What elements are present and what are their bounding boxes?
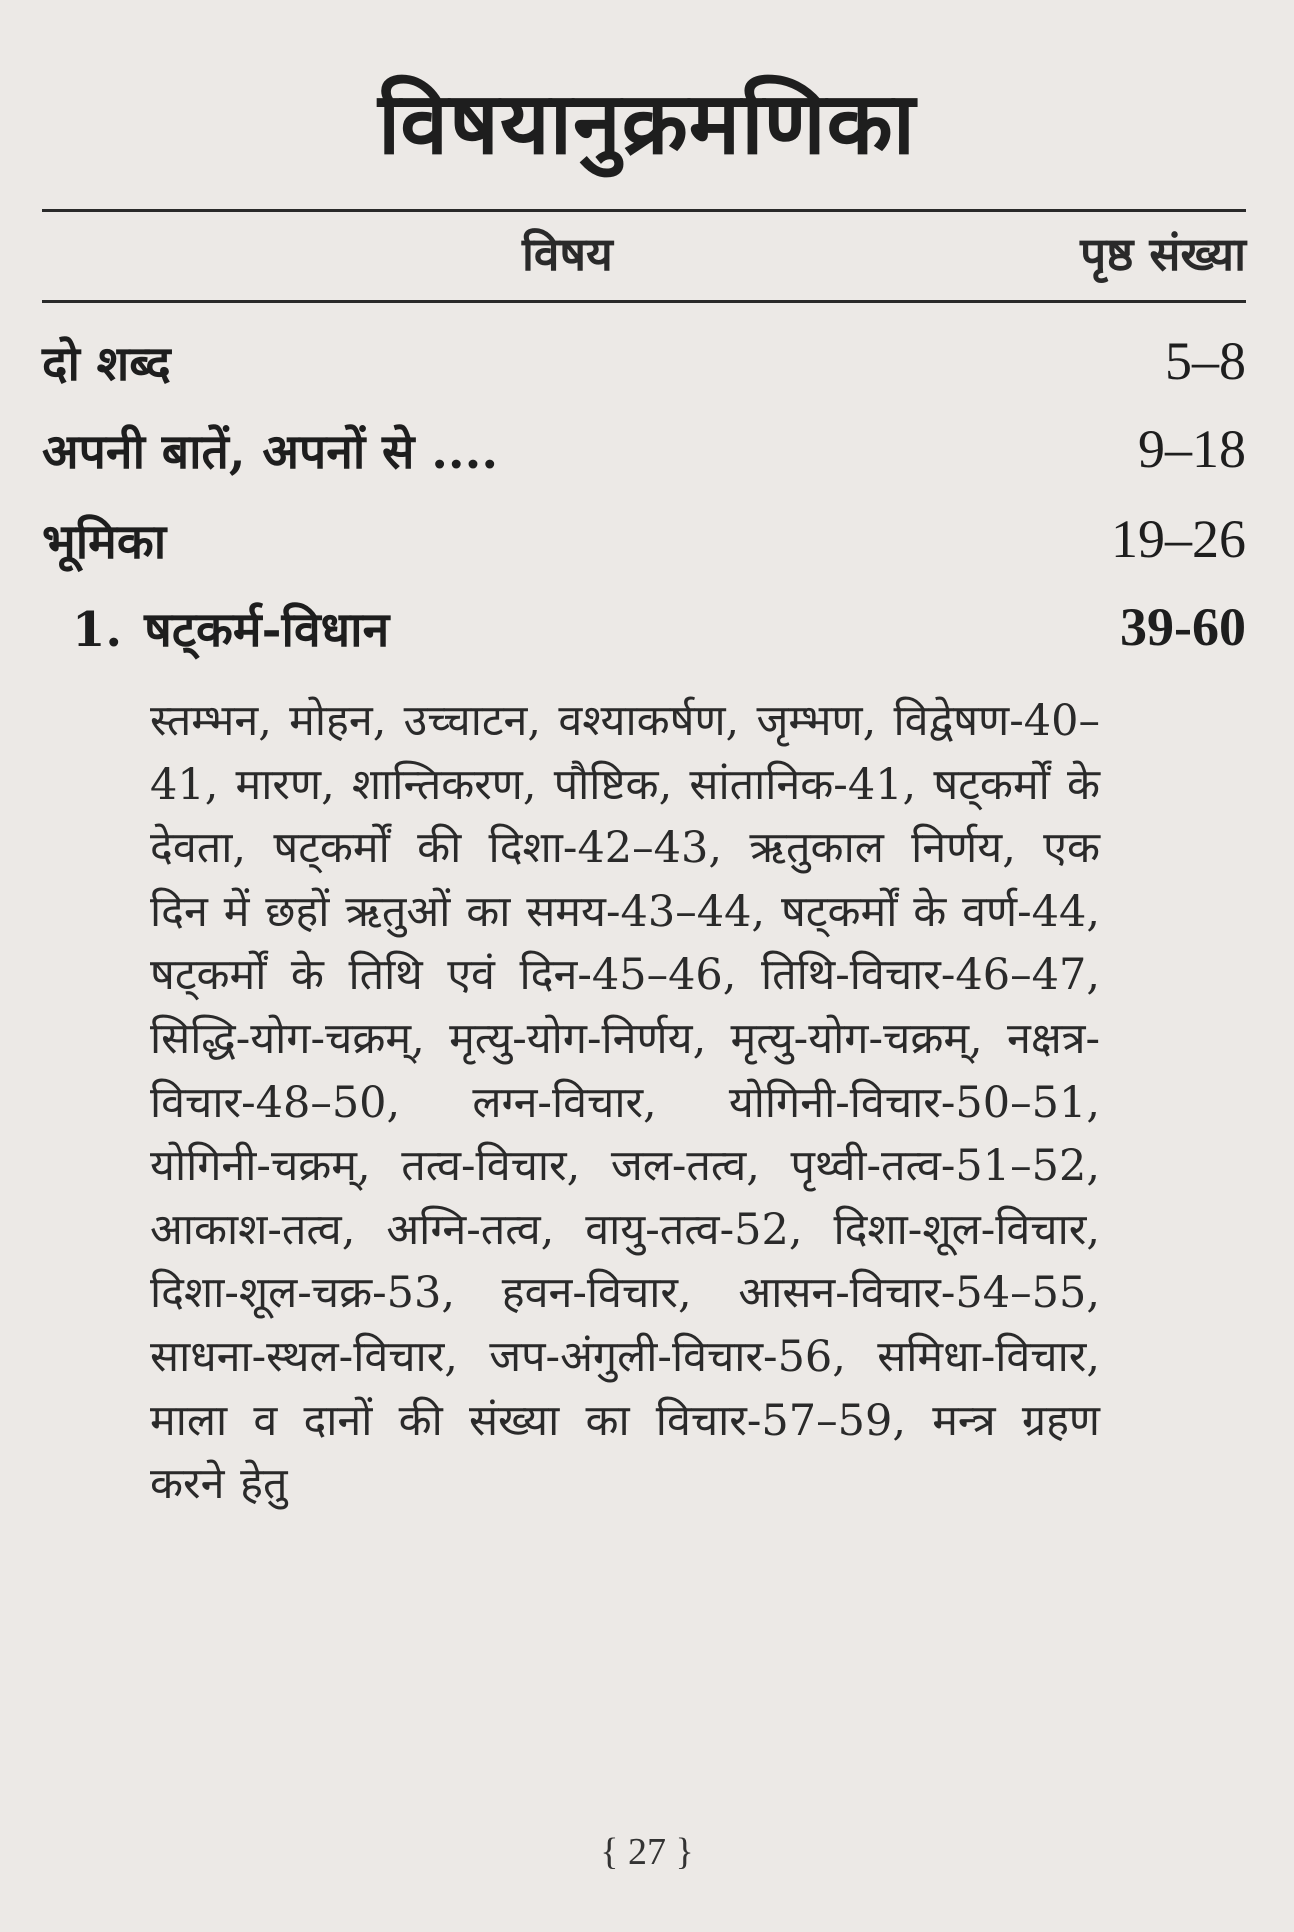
page-title: विषयानुक्रमणिका [378, 73, 916, 174]
toc-entry-label: अपनी बातें, अपनों से .... [42, 424, 499, 480]
toc-entry-label: भूमिका [42, 514, 167, 570]
chapter-pages: 39-60 [1120, 597, 1246, 657]
toc-entry-label: दो शब्द [42, 336, 171, 392]
toc-entry-pages: 9–18 [1138, 419, 1246, 479]
chapter-number: 1. [72, 602, 123, 658]
toc-entry-pages: 19–26 [1111, 509, 1246, 569]
toc-entry-pages: 5–8 [1165, 331, 1246, 391]
chapter-heading [72, 596, 389, 661]
column-header-subject: विषय [522, 227, 613, 281]
page-number: { 27 } [600, 1831, 694, 1873]
header-bottom-rule [42, 300, 1246, 303]
column-header-page-number: पृष्ठ संख्या [1080, 227, 1246, 281]
chapter-title: षट्कर्म-विधान [144, 602, 390, 658]
chapter-topics: स्तम्भन, मोहन, उच्चाटन, वश्याकर्षण, जृम्भण, विद्वेषण-40–41, मारण, शान्तिकरण, पौष्टिक, सांतानिक-41, षट्कर्मों के देवता, षट्कर्मों की दिशा-42–43, ऋतुकाल निर्णय, एक दिन में छहों ऋतुओं का समय-43–44, षट्कर्मों के वर्ण-44, षट्कर्मों के तिथि एवं दिन-45–46, तिथि-विचार-46–47, सिद्धि-योग-चक्रम्, मृत्यु-योग-निर्णय, मृत्यु-योग-चक्रम्, नक्षत्र-विचार-48–50, लग्न-विचार, योगिनी-विचार-50–51, योगिनी-चक्रम्, तत्व-विचार, जल-तत्व, पृथ्वी-तत्व-51–52, आकाश-तत्व, अग्नि-तत्व, वायु-तत्व-52, दिशा-शूल-विचार, दिशा-शूल-चक्र-53, हवन-विचार, आसन-विचार-54–55, साधना-स्थल-विचार, जप-अंगुली-विचार-56, समिधा-विचार, माला व दानों की संख्या का विचार-57–59, मन्त्र ग्रहण करने हेतु [150, 696, 1100, 1510]
header-top-rule [42, 209, 1246, 212]
